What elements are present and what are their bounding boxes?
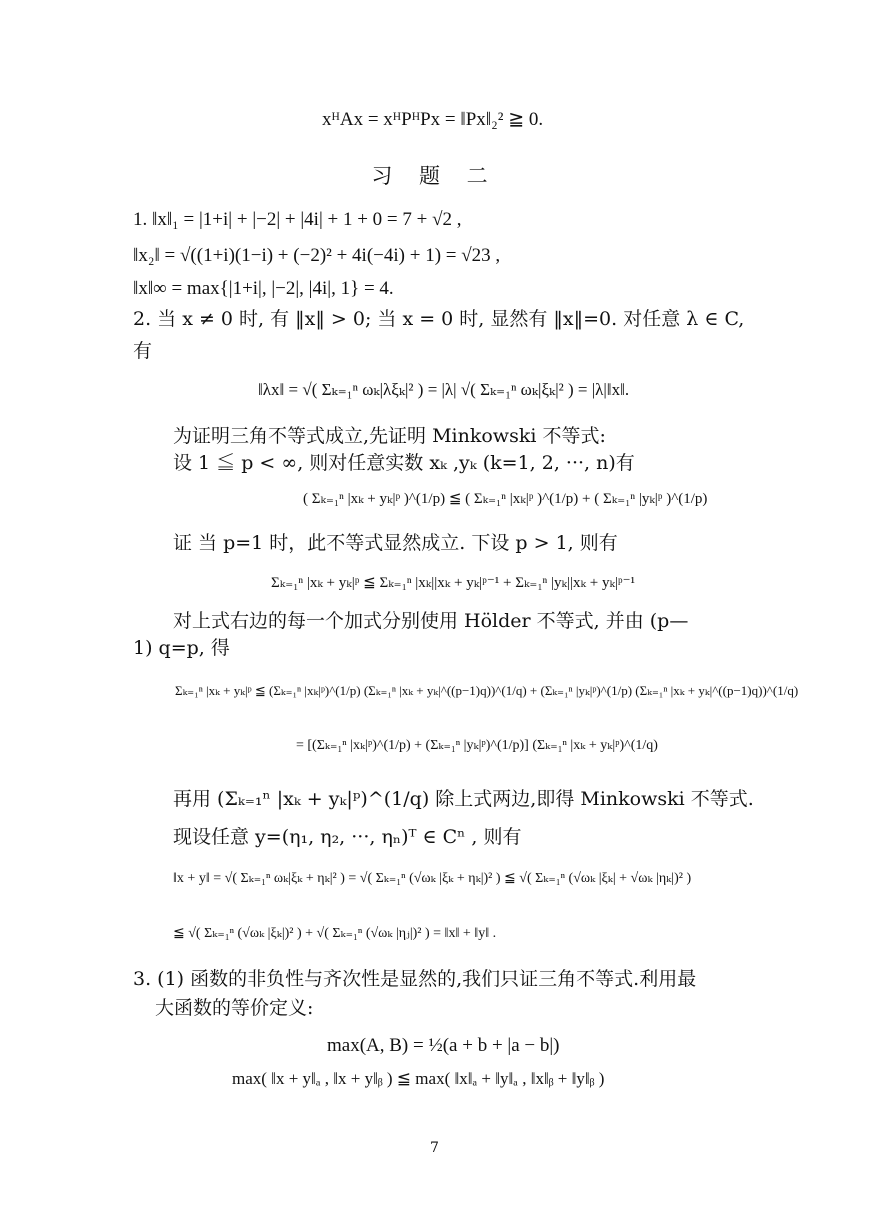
max-inequality: max( ‖x + y‖ₐ , ‖x + y‖ᵦ ) ≦ max( ‖x‖ₐ + ‖y‖ₐ , ‖x‖ᵦ + ‖y‖ᵦ )	[232, 1069, 605, 1088]
problem-2-statement: 2. 当 x ≠ 0 时, 有 ‖x‖ > 0; 当 x = 0 时, 显然有 ‖x‖=0. 对任意 λ ∈ C,	[133, 308, 745, 330]
page-number: 7	[430, 1140, 439, 1156]
minkowski-assumption: 设 1 ≦ p < ∞, 则对任意实数 xₖ ,yₖ (k=1, 2, ···, n)有	[173, 452, 635, 474]
holder-result: = [(Σₖ₌₁ⁿ |xₖ|ᵖ)^(1/p) + (Σₖ₌₁ⁿ |yₖ|ᵖ)^(1/p)] (Σₖ₌₁ⁿ |xₖ + yₖ|ᵖ)^(1/q)	[296, 738, 658, 753]
problem-2-you: 有	[133, 340, 153, 362]
problem-3-statement: 3. (1) 函数的非负性与齐次性是显然的,我们只证三角不等式.利用最	[133, 968, 697, 990]
proof-expansion: Σₖ₌₁ⁿ |xₖ + yₖ|ᵖ ≦ Σₖ₌₁ⁿ |xₖ||xₖ + yₖ|ᵖ⁻¹ + Σₖ₌₁ⁿ |yₖ||xₖ + yₖ|ᵖ⁻¹	[271, 575, 635, 591]
max-definition: max(A, B) = ½(a + b + |a − b|)	[327, 1035, 560, 1056]
problem-3-statement-cont: 大函数的等价定义:	[155, 997, 314, 1019]
holder-application: Σₖ₌₁ⁿ |xₖ + yₖ|ᵖ ≦ (Σₖ₌₁ⁿ |xₖ|ᵖ)^(1/p) (Σₖ₌₁ⁿ |xₖ + yₖ|^((p−1)q))^(1/q) + (Σₖ₌₁ⁿ |yₖ|ᵖ)^(1/p) (Σₖ₌₁ⁿ |xₖ + yₖ|^((p−1)q))^(1/q)	[175, 683, 799, 698]
equation-psd: xᴴAx = xᴴPᴴPx = ‖Px‖₂² ≧ 0.	[322, 109, 544, 130]
minkowski-inequality: ( Σₖ₌₁ⁿ |xₖ + yₖ|ᵖ )^(1/p) ≦ ( Σₖ₌₁ⁿ |xₖ|ᵖ )^(1/p) + ( Σₖ₌₁ⁿ |yₖ|ᵖ )^(1/p)	[303, 491, 708, 507]
y-definition: 现设任意 y=(η₁, η₂, ···, ηₙ)ᵀ ∈ Cⁿ , 则有	[173, 826, 522, 848]
triangle-inequality-2: ≦ √( Σₖ₌₁ⁿ (√ωₖ |ξₖ|)² ) + √( Σₖ₌₁ⁿ (√ωₖ |ηⱼ|)² ) = ‖x‖ + ‖y‖ .	[173, 926, 497, 941]
holder-sentence: 对上式右边的每一个加式分别使用 Hölder 不等式, 并由 (p—	[173, 610, 689, 632]
problem-1-norm-inf: ‖x‖∞ = max{|1+i|, |−2|, |4i|, 1} = 4.	[133, 278, 394, 299]
holder-sentence-cont: 1) q=p, 得	[133, 637, 230, 659]
problem-1-norm-1: 1. ‖x‖₁ = |1+i| + |−2| + |4i| + 1 + 0 = 7 + √2 ,	[133, 209, 462, 230]
homogeneity-equation: ‖λx‖ = √( Σₖ₌₁ⁿ ωₖ|λξₖ|² ) = |λ| √( Σₖ₌₁ⁿ ωₖ|ξₖ|² ) = |λ|‖x‖.	[258, 380, 630, 399]
divide-sentence: 再用 (Σₖ₌₁ⁿ |xₖ + yₖ|ᵖ)^(1/q) 除上式两边,即得 Minkowski 不等式.	[173, 788, 754, 810]
proof-start: 证 当 p=1 时，此不等式显然成立. 下设 p > 1, 则有	[173, 532, 618, 554]
minkowski-intro: 为证明三角不等式成立,先证明 Minkowski 不等式:	[173, 425, 606, 447]
triangle-inequality-1: ‖x + y‖ = √( Σₖ₌₁ⁿ ωₖ|ξₖ + ηₖ|² ) = √( Σₖ₌₁ⁿ (√ωₖ |ξₖ + ηₖ|)² ) ≦ √( Σₖ₌₁ⁿ (√ωₖ |ξₖ| + √ωₖ |ηₖ|)² )	[173, 871, 692, 886]
problem-1-norm-2: ‖x₂‖ = √((1+i)(1−i) + (−2)² + 4i(−4i) + 1) = √23 ,	[133, 245, 501, 266]
section-title: 习 题 二	[371, 164, 498, 188]
